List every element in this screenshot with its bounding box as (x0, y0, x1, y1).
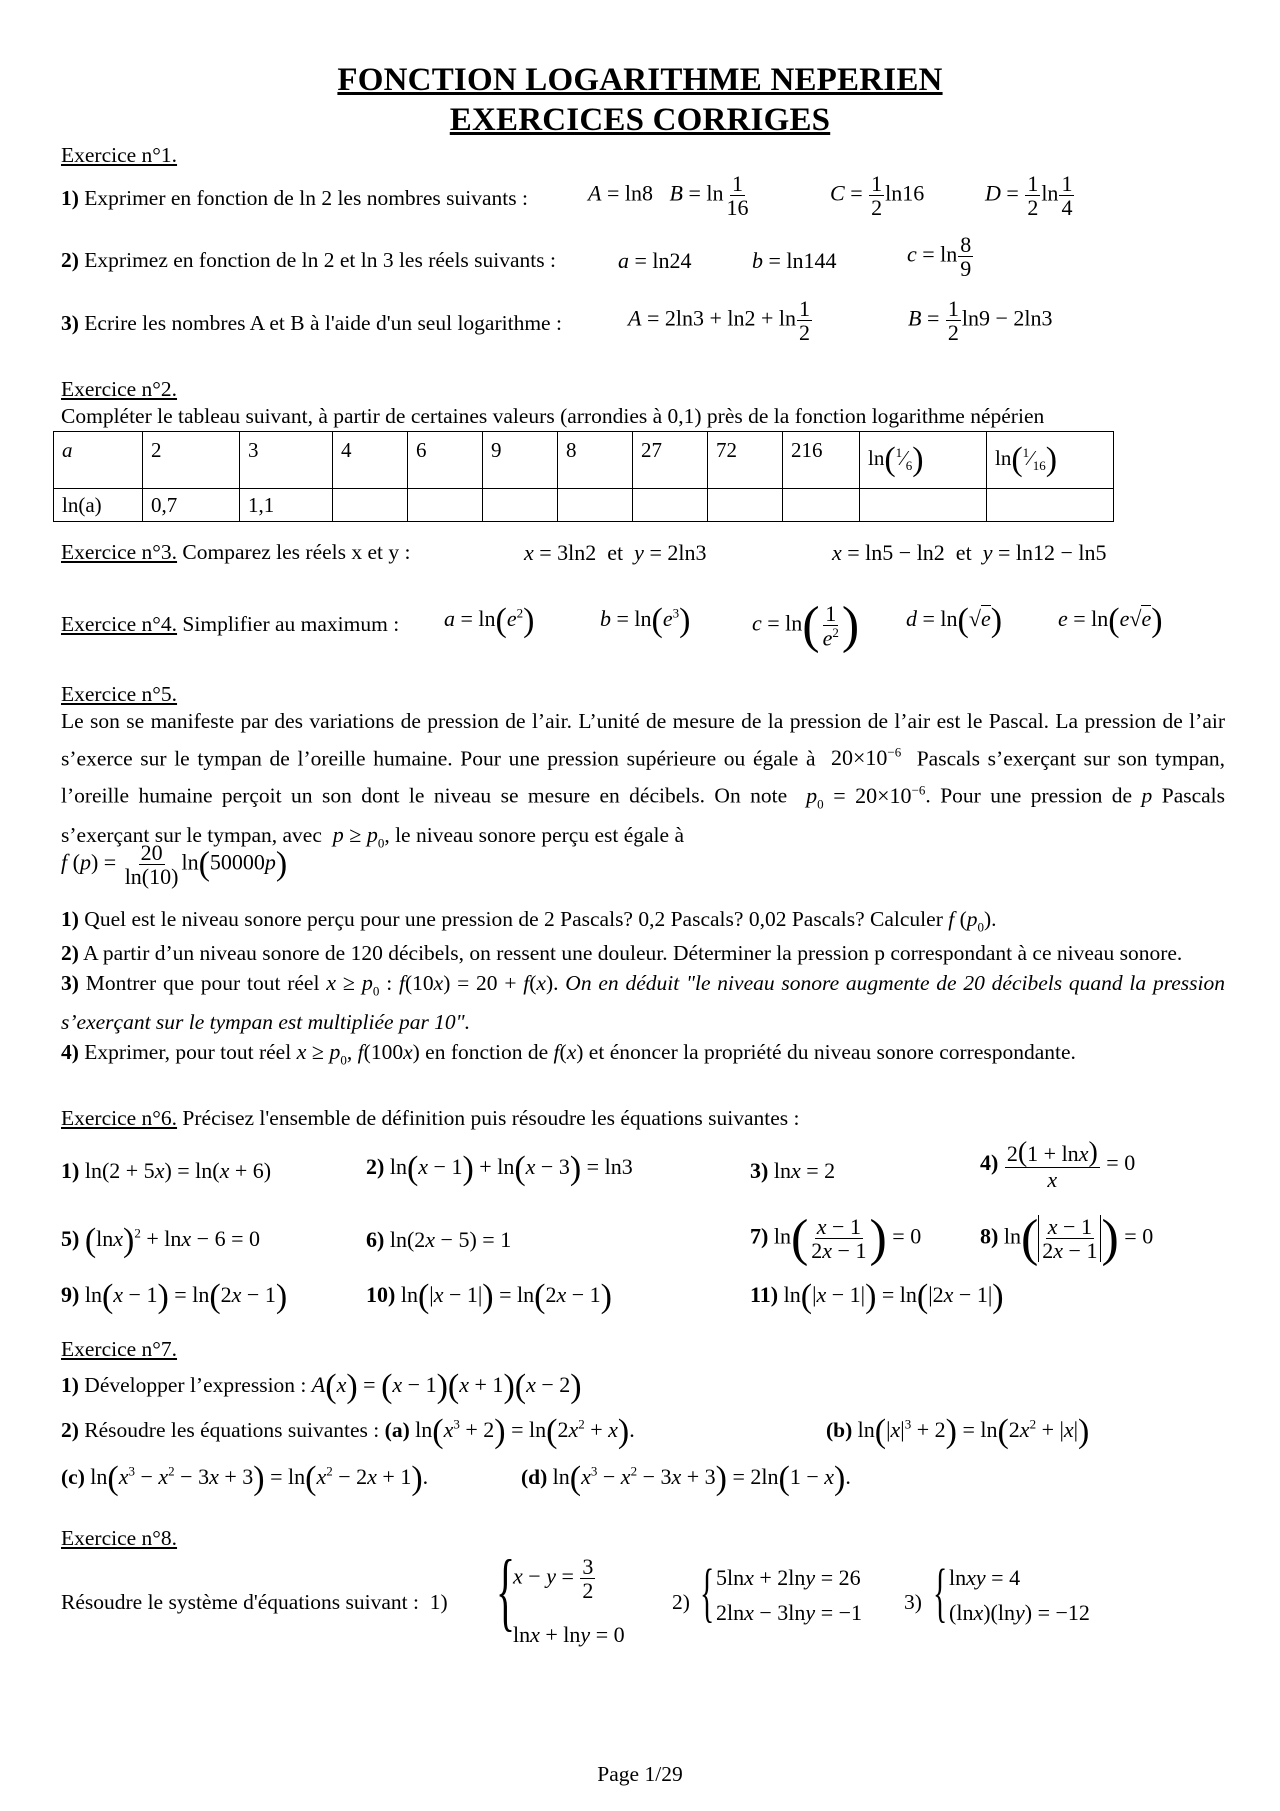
table-cell (633, 489, 708, 522)
ex7-eq-c: (c) $\ln(x^3 - x^2 - 3x + 3) = \ln(x^2 - 2x + 1)$. (61, 1460, 429, 1497)
ex8-sys2-eq1: 5lnx + 2lny = 26 (716, 1565, 861, 1590)
ex5-paragraph: Le son se manifeste par des variations de pression de l’air. L’unité de mesure de la pression de l’air est le Pascal. La pression de l’air s’exerce sur le tympan de l’oreille humaine. Pour une pression supérieure ou égale à $20\times 10^{-6}$ Pascals s’exerçant sur son tympan, l’oreille humaine perçoit un son dont le niveau se mesure en décibels. On note $p_0 = 20\times 10^{-6}$. Pour une pression de p Pascals s’exerçant sur le tympan, avec $p \ge p_0$, le niveau sonore perçu est égale à (61, 709, 1226, 851)
table-cell: 0,7 (143, 489, 240, 522)
ex1-q2-text: Exprimez en fonction de ln 2 et ln 3 les réels suivants : (84, 248, 556, 272)
ex1-q3 (61, 311, 562, 336)
ex5-formula: f (p) = $\frac{20}{\ln(10)}$ ln(50000p) (61, 840, 288, 890)
ex1-q2-math-c: c = ln $\frac{8}{9}$ (907, 232, 972, 282)
ex6-line (61, 1106, 800, 1131)
ex5-heading: Exercice n°5. (61, 682, 178, 706)
ex4-math-e: e = ln(e√e) (1058, 602, 1163, 639)
ex4-math-c: c = ln( $\frac{1}{e^2}$ ) (752, 597, 860, 654)
ex6-eq4: 4) $\frac{2(1 + \ln x)}{x}$ = 0 (980, 1137, 1136, 1193)
ex3-math-1: x = 3ln2 et y = 2ln3 (524, 540, 707, 565)
table-cell: 3 (240, 432, 333, 489)
ex6-eq5: 5) $(\ln x)^2 + \ln x - 6 = 0$ (61, 1222, 260, 1259)
ex6-eq9: 9) ln(x − 1) = ln(2x − 1) (61, 1278, 288, 1315)
ex8-sys1-eq1: x − y = $\frac{3}{2}$ (513, 1554, 594, 1604)
table-cell-ln-sixth: $\ln(^1⁄_6)$ (860, 432, 987, 489)
document-title-line2: EXERCICES CORRIGES (449, 102, 831, 138)
ex1-q2-math-a: a = ln24 (618, 248, 692, 273)
table-cell: 6 (408, 432, 483, 489)
ex8-heading: Exercice n°8. (61, 1526, 178, 1550)
ex7-heading: Exercice n°7. (61, 1337, 178, 1361)
table-cell-ln-sixteenth: $\ln(^1⁄_{16})$ (987, 432, 1114, 489)
ex1-heading: Exercice n°1. (61, 143, 178, 167)
ex5-q3: 3) Montrer que pour tout réel $x \ge p_0$ : f(10x) = 20 + f(x). On en déduit "le niveau sonore augmente de 20 décibels quand la pression s’exerçant sur le tympan est multipliée par 10". (61, 970, 1226, 1034)
ex4-math-b: $b = \ln(e^3)$ (600, 602, 691, 639)
ex3-math-2: x = ln5 − ln2 et y = ln12 − ln5 (832, 540, 1107, 565)
ex8-sys3-eq1: lnxy = 4 (949, 1565, 1021, 1590)
ex1-q3-math-a: A = 2ln3 + ln2 + ln $\frac{1}{2}$ (628, 296, 811, 346)
table-cell: 27 (633, 432, 708, 489)
ex6-eq2: 2) ln(x − 1) + ln(x − 3) = ln3 (366, 1150, 633, 1187)
ex1-q3-num: 3) (61, 311, 79, 335)
ex1-q2-num: 2) (61, 248, 79, 272)
ex3-text: Comparez les réels x et y : (182, 540, 411, 564)
table-cell (987, 489, 1114, 522)
ex1-q1-text: Exprimer en fonction de ln 2 les nombres suivants : (84, 186, 528, 210)
ex6-text: Précisez l'ensemble de définition puis résoudre les équations suivantes : (182, 1106, 800, 1130)
ex4-heading: Exercice n°4. (61, 612, 178, 636)
brace-icon: { (700, 1556, 715, 1629)
ex8-sys2-eq2: 2lnx − 3lny = −1 (716, 1600, 863, 1625)
ex1-q1-math: A = ln8 B = ln $\frac{1}{16}$ (588, 171, 749, 221)
ex1-q1-math-d: D = $\frac{1}{2}$ ln $\frac{1}{4}$ (985, 171, 1073, 221)
ex1-q2-math-b: b = ln144 (752, 248, 837, 273)
ex6-eq3: 3) lnx = 2 (750, 1158, 836, 1183)
brace-icon: { (933, 1556, 948, 1629)
table-cell (783, 489, 860, 522)
ex2-table (53, 431, 1114, 522)
table-cell: 9 (483, 432, 558, 489)
ex1-q1-num: 1) (61, 186, 79, 210)
ex7-eq-b: (b) $\ln(|x|^3 + 2) = \ln(2x^2 + |x|)$ (826, 1413, 1090, 1450)
ex1-q2 (61, 248, 556, 273)
ex4-line (61, 612, 399, 637)
ex6-eq7: 7) ln( $\frac{x - 1}{2x - 1}$ ) = 0 (750, 1210, 922, 1267)
ex2-row2-label: ln(a) (54, 489, 143, 522)
table-cell (708, 489, 783, 522)
ex2-row1-label: a (54, 432, 143, 489)
ex7-q2: 2) Résoudre les équations suivantes : (a) $\ln(x^3 + 2) = \ln(2x^2 + x)$. (61, 1413, 635, 1450)
ex4-math-d: d = ln(√e) (906, 602, 1003, 639)
ex6-eq1: 1) ln(2 + 5x) = ln(x + 6) (61, 1158, 272, 1183)
ex6-eq11: 11) ln(|x − 1|) = ln(|2x − 1|) (750, 1278, 1004, 1315)
brace-icon: { (496, 1543, 516, 1640)
ex1-q1-math-c: C = $\frac{1}{2}$ ln16 (830, 171, 925, 221)
ex7-eq-d: (d) $\ln(x^3 - x^2 - 3x + 3) = 2\ln(1 - x)$. (521, 1460, 851, 1497)
ex4-math-a: $a = \ln(e^2)$ (444, 602, 535, 639)
ex5-q1: 1) Quel est le niveau sonore perçu pour une pression de 2 Pascals? 0,2 Pascals? 0,02 Pascals? Calculer f $(p_0)$. (61, 907, 997, 935)
table-cell: 1,1 (240, 489, 333, 522)
table-cell (558, 489, 633, 522)
ex5-questions (61, 906, 1225, 1073)
ex7-q1: 1) Développer l’expression : A(x) = (x − 1)(x + 1)(x − 2) (61, 1368, 582, 1405)
ex2-heading: Exercice n°2. (61, 377, 178, 401)
ex6-eq6: 6) ln(2x − 5) = 1 (366, 1227, 512, 1252)
ex6-eq10: 10) ln(|x − 1|) = ln(2x − 1) (366, 1278, 612, 1315)
ex1-q3-math-b: B = $\frac{1}{2}$ ln9 − 2ln3 (908, 296, 1053, 346)
document-title-line1: FONCTION LOGARITHME NEPERIEN (337, 62, 943, 98)
table-cell: 72 (708, 432, 783, 489)
ex3-line (61, 540, 410, 565)
ex8-sys3-label: 3) (904, 1590, 922, 1614)
ex8-sys2-label: 2) (672, 1590, 690, 1614)
table-cell: 8 (558, 432, 633, 489)
ex6-heading: Exercice n°6. (61, 1106, 178, 1130)
ex3-heading: Exercice n°3. (61, 540, 178, 564)
ex8-text: Résoudre le système d'équations suivant : 1) (61, 1590, 448, 1614)
table-cell (408, 489, 483, 522)
table-cell: 216 (783, 432, 860, 489)
table-cell (860, 489, 987, 522)
ex5-q4: 4) Exprimer, pour tout réel $x \ge p_0$, f(100x) en fonction de f(x) et énoncer la propriété du niveau sonore correspondante. (61, 1038, 1076, 1068)
ex8-sys3-eq2: (lnx)(lny) = −12 (949, 1600, 1090, 1625)
table-cell (483, 489, 558, 522)
ex4-text: Simplifier au maximum : (182, 612, 400, 636)
table-cell (333, 489, 408, 522)
table-cell: 4 (333, 432, 408, 489)
ex2-text: Compléter le tableau suivant, à partir de certaines valeurs (arrondies à 0,1) près de la fonction logarithme népérien (61, 404, 1045, 428)
ex6-eq8: 8) ln( $\frac{x - 1}{2x - 1}$ ) = 0 (980, 1210, 1154, 1267)
ex8-sys1-eq2: lnx + lny = 0 (513, 1622, 625, 1647)
ex1-q1 (61, 186, 528, 211)
page-number: Page 1/29 (597, 1762, 683, 1786)
ex5-q2: 2) A partir d’un niveau sonore de 120 décibels, on ressent une douleur. Déterminer la pression p correspondant à ce niveau sonore. (61, 941, 1183, 966)
ex1-q3-text: Ecrire les nombres A et B à l'aide d'un seul logarithme : (84, 311, 562, 335)
table-cell: 2 (143, 432, 240, 489)
